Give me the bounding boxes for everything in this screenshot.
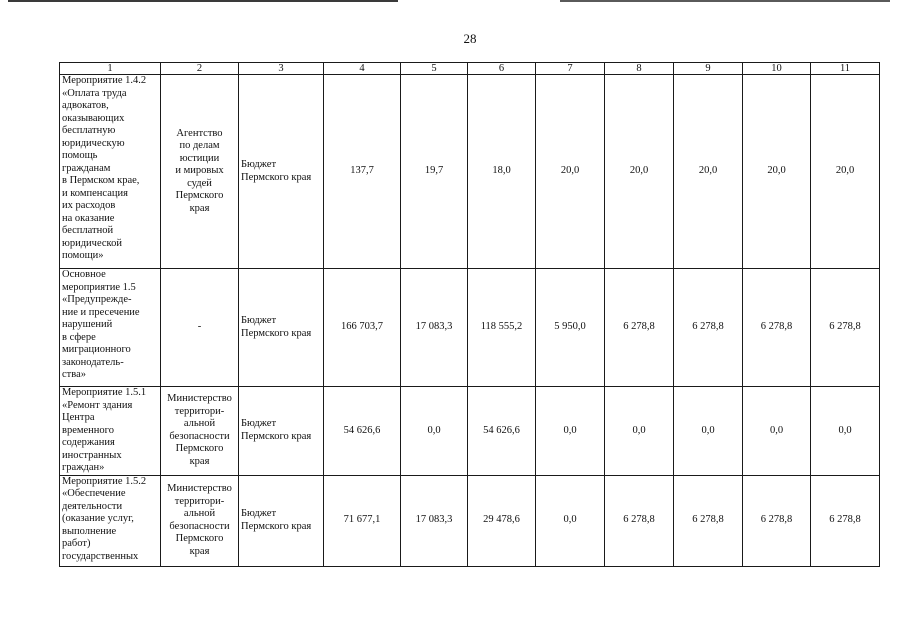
executor-cell-line: безопасности: [169, 430, 230, 442]
column-number-2: 2: [161, 63, 239, 75]
value-col-10: 6 278,8: [743, 269, 811, 387]
executor-cell-line: Пермского: [175, 443, 224, 455]
activity-title: [60, 269, 161, 387]
activity-title-line: адвокатов,: [62, 100, 109, 111]
column-number-4: 4: [324, 63, 401, 75]
value-col-9: 20,0: [674, 75, 743, 269]
value-col-7: 5 950,0: [536, 269, 605, 387]
value-col-6: 118 555,2: [468, 269, 536, 387]
value-col-9: 6 278,8: [674, 269, 743, 387]
value-col-10: 6 278,8: [743, 475, 811, 566]
value-col-10: 0,0: [743, 387, 811, 476]
activity-title-line: ние и пресечение: [62, 306, 140, 318]
executor-cell-line: -: [197, 321, 202, 333]
executor-cell-line: судей: [187, 177, 212, 189]
activity-title-line: содержания: [62, 437, 115, 448]
value-col-4: 137,7: [324, 75, 401, 269]
executor-cell-line: альной: [183, 418, 216, 430]
funding-source-cell-line: Бюджет: [241, 315, 277, 326]
activity-title-line: ства»: [62, 369, 86, 380]
value-col-4: 54 626,6: [324, 387, 401, 476]
column-number-3: 3: [239, 63, 324, 75]
activity-title-line: временного: [62, 424, 114, 436]
activity-title-line: нарушений: [62, 319, 113, 330]
column-number-row: [60, 63, 880, 75]
activity-title-line: «Обеспечение: [62, 488, 126, 499]
value-col-9: 0,0: [674, 387, 743, 476]
value-col-11: 6 278,8: [811, 475, 880, 566]
executor-cell-line: и мировых: [175, 165, 224, 177]
value-col-8: 6 278,8: [605, 475, 674, 566]
activity-title-line: Мероприятие 1.4.2: [62, 75, 147, 86]
activity-title-line: гражданам: [62, 162, 111, 174]
activity-title-line: мероприятие 1.5: [62, 281, 136, 293]
activity-title-line: работ): [62, 538, 91, 549]
executor-cell-line: Агентство: [176, 127, 223, 139]
activity-title-line: Мероприятие 1.5.1: [62, 387, 147, 398]
column-number-1: 1: [60, 63, 161, 75]
funding-source-cell: [239, 269, 324, 387]
activity-title-line: Мероприятие 1.5.2: [62, 475, 147, 487]
funding-source-cell-line: Пермского края: [241, 171, 312, 183]
activity-title-line: помощи»: [62, 250, 104, 261]
funding-source-cell-line: Бюджет: [241, 159, 277, 170]
activity-title-line: в Пермском крае,: [62, 175, 140, 186]
funding-source-cell-line: Пермского края: [241, 520, 312, 532]
funding-source-cell-line: Бюджет: [241, 508, 277, 519]
activity-title-line: «Ремонт здания: [62, 399, 133, 411]
activity-title-line: на оказание: [62, 212, 115, 224]
column-number-7: 7: [536, 63, 605, 75]
value-col-11: 20,0: [811, 75, 880, 269]
value-col-6: 29 478,6: [468, 475, 536, 566]
activity-title-line: оказывающих: [62, 112, 125, 124]
activity-title-line: юридическую: [62, 137, 125, 149]
executor-cell-line: края: [189, 455, 210, 467]
funding-source-cell: [239, 475, 324, 566]
executor-cell-line: территори-: [174, 495, 225, 507]
funding-source-cell-line: Пермского края: [241, 327, 312, 339]
activity-title-line: помощь: [62, 150, 98, 161]
column-number-8: 8: [605, 63, 674, 75]
executor-cell-line: Пермского: [175, 190, 224, 202]
funding-source-cell-line: Бюджет: [241, 418, 277, 430]
activity-title-line: (оказание услуг,: [62, 513, 134, 524]
value-col-5: 0,0: [401, 387, 468, 476]
activity-title: [60, 475, 161, 566]
activity-title-line: юридической: [62, 237, 122, 249]
activity-title-line: миграционного: [62, 344, 131, 355]
value-col-6: 54 626,6: [468, 387, 536, 476]
activity-title: [60, 387, 161, 476]
activity-title-line: иностранных: [62, 449, 122, 461]
executor-cell-line: юстиции: [179, 152, 220, 164]
executor-cell-line: края: [189, 202, 210, 214]
value-col-4: 166 703,7: [324, 269, 401, 387]
funding-source-cell: [239, 387, 324, 476]
top-scan-rule-right: [560, 0, 890, 2]
budget-table: [59, 62, 880, 567]
value-col-5: 17 083,3: [401, 475, 468, 566]
table-row: [60, 475, 880, 566]
executor-cell: [161, 387, 239, 476]
table-row: [60, 387, 880, 476]
activity-title-line: деятельности: [62, 500, 123, 512]
activity-title-line: граждан»: [62, 462, 105, 473]
activity-title-line: бесплатную: [62, 125, 116, 136]
executor-cell-line: территори-: [174, 405, 225, 417]
value-col-11: 6 278,8: [811, 269, 880, 387]
activity-title-line: государственных: [62, 550, 139, 562]
column-number-11: 11: [811, 63, 880, 75]
activity-title-line: Основное: [62, 269, 106, 280]
table-row: [60, 75, 880, 269]
value-col-8: 0,0: [605, 387, 674, 476]
funding-source-cell-line: Пермского края: [241, 430, 312, 442]
value-col-7: 0,0: [536, 475, 605, 566]
executor-cell-line: альной: [183, 508, 216, 519]
value-col-11: 0,0: [811, 387, 880, 476]
value-col-6: 18,0: [468, 75, 536, 269]
value-col-8: 6 278,8: [605, 269, 674, 387]
value-col-5: 19,7: [401, 75, 468, 269]
page-number: 28: [463, 31, 477, 46]
activity-title-line: бесплатной: [62, 225, 114, 236]
activity-title: [60, 75, 161, 269]
executor-cell-line: безопасности: [169, 520, 230, 532]
activity-title-line: в сфере: [62, 331, 96, 343]
executor-cell-line: Министерство: [167, 483, 232, 494]
activity-title-line: Центра: [62, 412, 95, 423]
activity-title-line: «Предупрежде-: [62, 294, 132, 305]
value-col-7: 0,0: [536, 387, 605, 476]
column-number-6: 6: [468, 63, 536, 75]
value-col-7: 20,0: [536, 75, 605, 269]
activity-title-line: их расходов: [62, 200, 116, 211]
value-col-5: 17 083,3: [401, 269, 468, 387]
executor-cell: [161, 75, 239, 269]
activity-title-line: выполнение: [62, 525, 117, 537]
value-col-8: 20,0: [605, 75, 674, 269]
executor-cell: [161, 475, 239, 566]
value-col-9: 6 278,8: [674, 475, 743, 566]
column-number-5: 5: [401, 63, 468, 75]
column-number-10: 10: [743, 63, 811, 75]
executor-cell-line: Пермского: [175, 533, 224, 544]
table-row: [60, 269, 880, 387]
executor-cell-line: по делам: [179, 140, 220, 152]
activity-title-line: «Оплата труда: [62, 87, 127, 99]
executor-cell-line: Министерство: [167, 393, 232, 405]
executor-cell: [161, 269, 239, 387]
value-col-4: 71 677,1: [324, 475, 401, 566]
top-scan-rule-left: [8, 0, 398, 2]
funding-source-cell: [239, 75, 324, 269]
activity-title-line: законодатель-: [62, 356, 124, 368]
value-col-10: 20,0: [743, 75, 811, 269]
executor-cell-line: края: [189, 545, 210, 557]
activity-title-line: и компенсация: [62, 187, 128, 199]
column-number-9: 9: [674, 63, 743, 75]
